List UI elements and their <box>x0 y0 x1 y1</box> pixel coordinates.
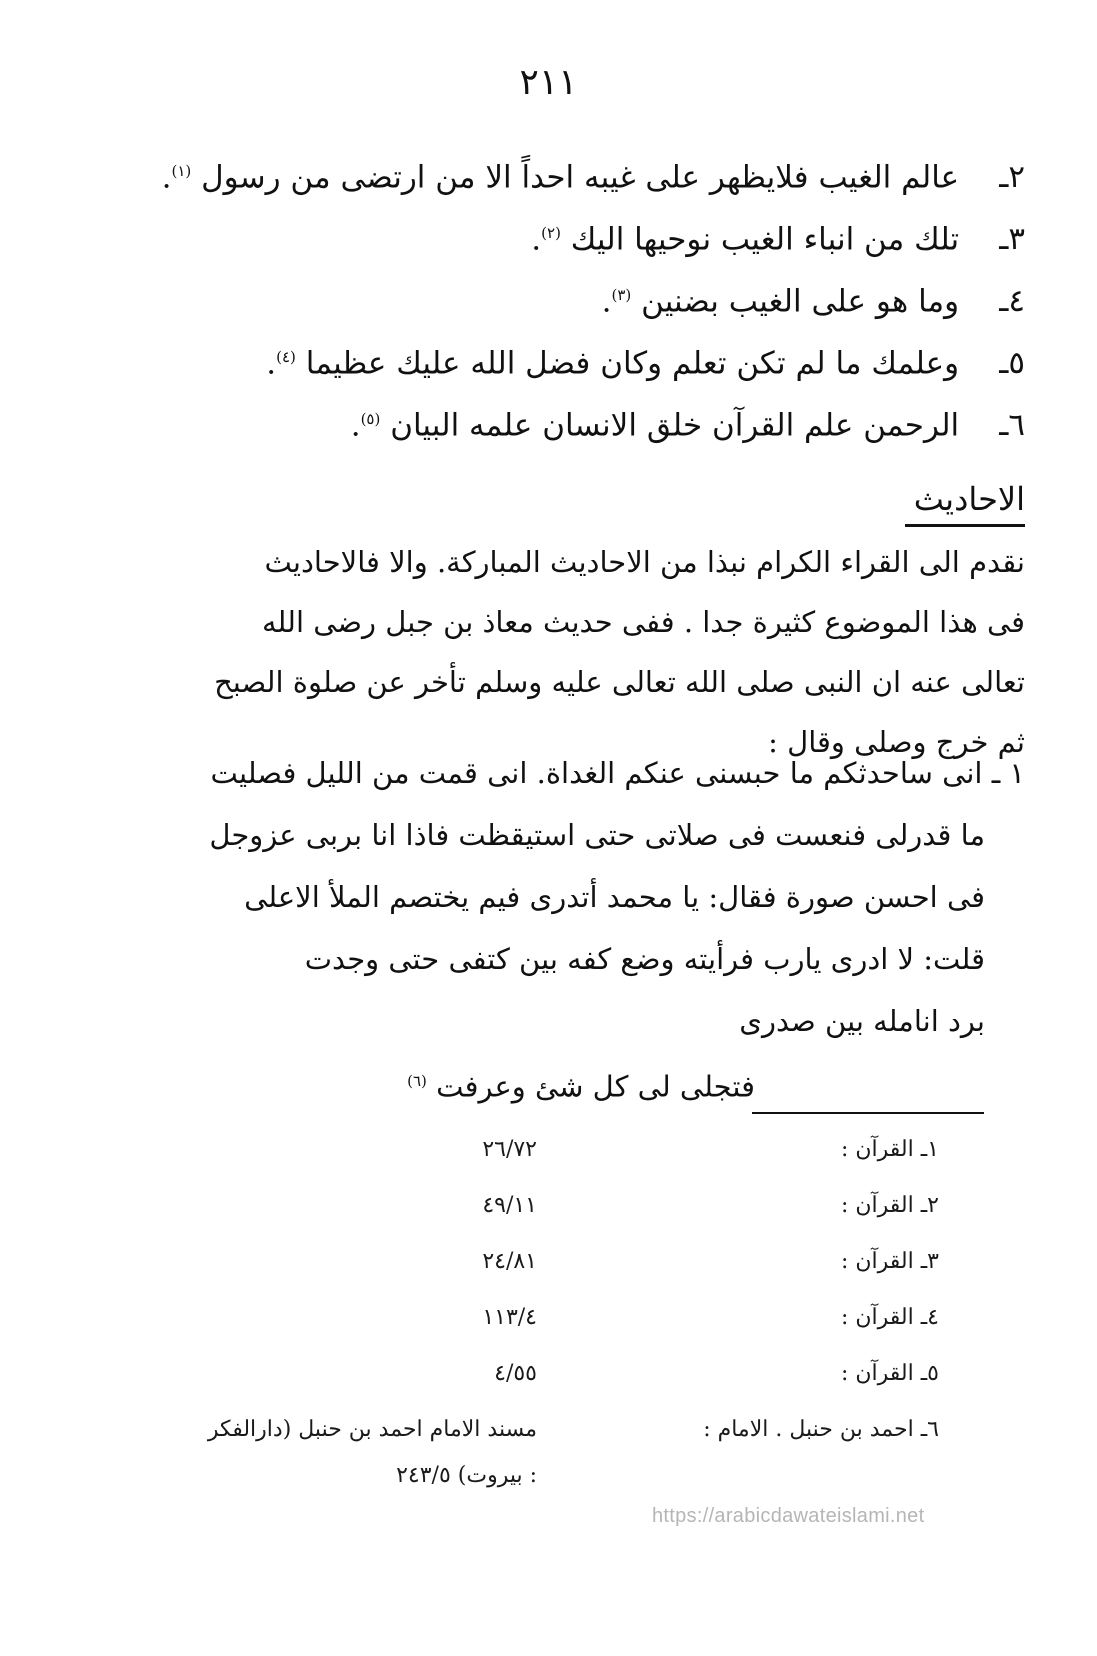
hadith-line <box>125 742 1025 804</box>
footnote-marker: (١) <box>171 162 192 180</box>
footnote-label: ٢ـ القرآن : <box>840 1193 939 1218</box>
paragraph-line: نقدم الى القراء الكرام نبذا من الاحاديث المباركة. والا فالاحاديث <box>264 545 1025 579</box>
verse-text: تلك من انباء الغيب نوحيها اليك <box>570 221 960 258</box>
intro-paragraph <box>145 532 1025 772</box>
hadith-closing-text: فتجلى لى كل شئ وعرفت <box>436 1069 755 1104</box>
verse-number: ٥ـ <box>999 345 1025 382</box>
footnote-label: ٦ـ احمد بن حنبل . الامام : <box>703 1417 939 1442</box>
footnote-marker: (٣) <box>611 286 632 304</box>
section-heading: الاحاديث <box>905 480 1025 527</box>
footnote-marker: (٥) <box>360 410 381 428</box>
paragraph-line: ثم خرج وصلى وقال : <box>768 725 1025 759</box>
footnote-label: ٤ـ القرآن : <box>840 1305 939 1330</box>
paragraph-line: فى هذا الموضوع كثيرة جدا . ففى حديث معاذ بن جبل رضى الله <box>261 605 1025 639</box>
verse-number: ٢ـ <box>999 159 1025 196</box>
footnote-item <box>0 1290 1097 1346</box>
verse-number: ٦ـ <box>999 407 1025 444</box>
verse-number: ٤ـ <box>999 283 1025 320</box>
hadith-line: برد انامله بين صدرى <box>739 1004 985 1038</box>
verse-text: وما هو على الغيب بضنين <box>641 283 960 320</box>
hadith-line: ما قدرلى فنعست فى صلاتى حتى استيقظت فاذا انا بربى عزوجل <box>209 818 985 852</box>
hadith-number: ١ ـ <box>991 756 1025 790</box>
footnote-reference: ٤٩/١١ <box>482 1193 537 1218</box>
footnote-marker: (٢) <box>541 224 561 242</box>
footnote-reference: ٤/٥٥ <box>494 1361 537 1386</box>
hadith-text: انى ساحدثكم ما حبسنى عنكم الغداة. انى قمت من الليل فصليت <box>210 756 983 790</box>
footnote-reference: ٢٦/٧٢ <box>482 1137 537 1162</box>
verse-line: ٤ـ وما هو على الغيب بضنين $^{(٣)}$. <box>105 264 1025 326</box>
hadith-line: قلت: لا ادرى يارب فرأيته وضع كفه بين كتفى حتى وجدت <box>304 942 985 976</box>
footnote-item <box>0 1402 1097 1512</box>
footnote-list <box>0 1122 1097 1512</box>
footnote-marker: (٤) <box>276 348 296 366</box>
footnote-label: ٣ـ القرآن : <box>840 1249 939 1274</box>
footnote-divider <box>752 1112 984 1114</box>
hadith-line: فى احسن صورة فقال: يا محمد أتدرى فيم يختصم الملأ الاعلى <box>244 880 985 914</box>
hadith-block <box>125 742 1025 1116</box>
verse-number: ٣ـ <box>999 221 1025 258</box>
footnote-item <box>0 1122 1097 1178</box>
page-number: ٢١١ <box>519 62 578 103</box>
footnote-item <box>0 1346 1097 1402</box>
verse-text: وعلمك ما لم تكن تعلم وكان فضل الله عليك عظيما <box>305 345 960 382</box>
footnote-item <box>0 1178 1097 1234</box>
footnote-label: ٥ـ القرآن : <box>840 1361 939 1386</box>
verse-line: ٢ـ عالم الغيب فلايظهر على غيبه احداً الا من ارتضى من رسول $^{(١)}$. <box>105 140 1025 202</box>
verse-line: ٣ـ تلك من انباء الغيب نوحيها اليك $^{(٢)}$. <box>105 202 1025 264</box>
hadith-closing-line <box>125 1052 1025 1116</box>
verse-line: ٥ـ وعلمك ما لم تكن تعلم وكان فضل الله عليك عظيما $^{(٤)}$. <box>105 326 1025 388</box>
footnote-reference: مسند الامام احمد بن حنبل (دارالفكر : بيروت) ٢٤٣/٥ <box>207 1417 537 1488</box>
verse-text: عالم الغيب فلايظهر على غيبه احداً الا من ارتضى من رسول <box>201 159 960 196</box>
footnote-reference: ٢٤/٨١ <box>482 1249 537 1274</box>
paragraph-line: تعالى عنه ان النبى صلى الله تعالى عليه وسلم تأخر عن صلوة الصبح <box>214 665 1025 699</box>
footnote-label: ١ـ القرآن : <box>840 1137 939 1162</box>
footnote-item <box>0 1234 1097 1290</box>
source-watermark: https://arabicdawateislami.net <box>652 1505 925 1527</box>
verse-text: الرحمن علم القرآن خلق الانسان علمه البيان <box>390 407 960 444</box>
quran-verse-list <box>105 140 1025 450</box>
footnote-marker: (٦) <box>407 1072 427 1090</box>
verse-line: ٦ـ الرحمن علم القرآن خلق الانسان علمه البيان $^{(٥)}$. <box>105 388 1025 450</box>
footnote-reference: ١١٣/٤ <box>482 1305 537 1330</box>
